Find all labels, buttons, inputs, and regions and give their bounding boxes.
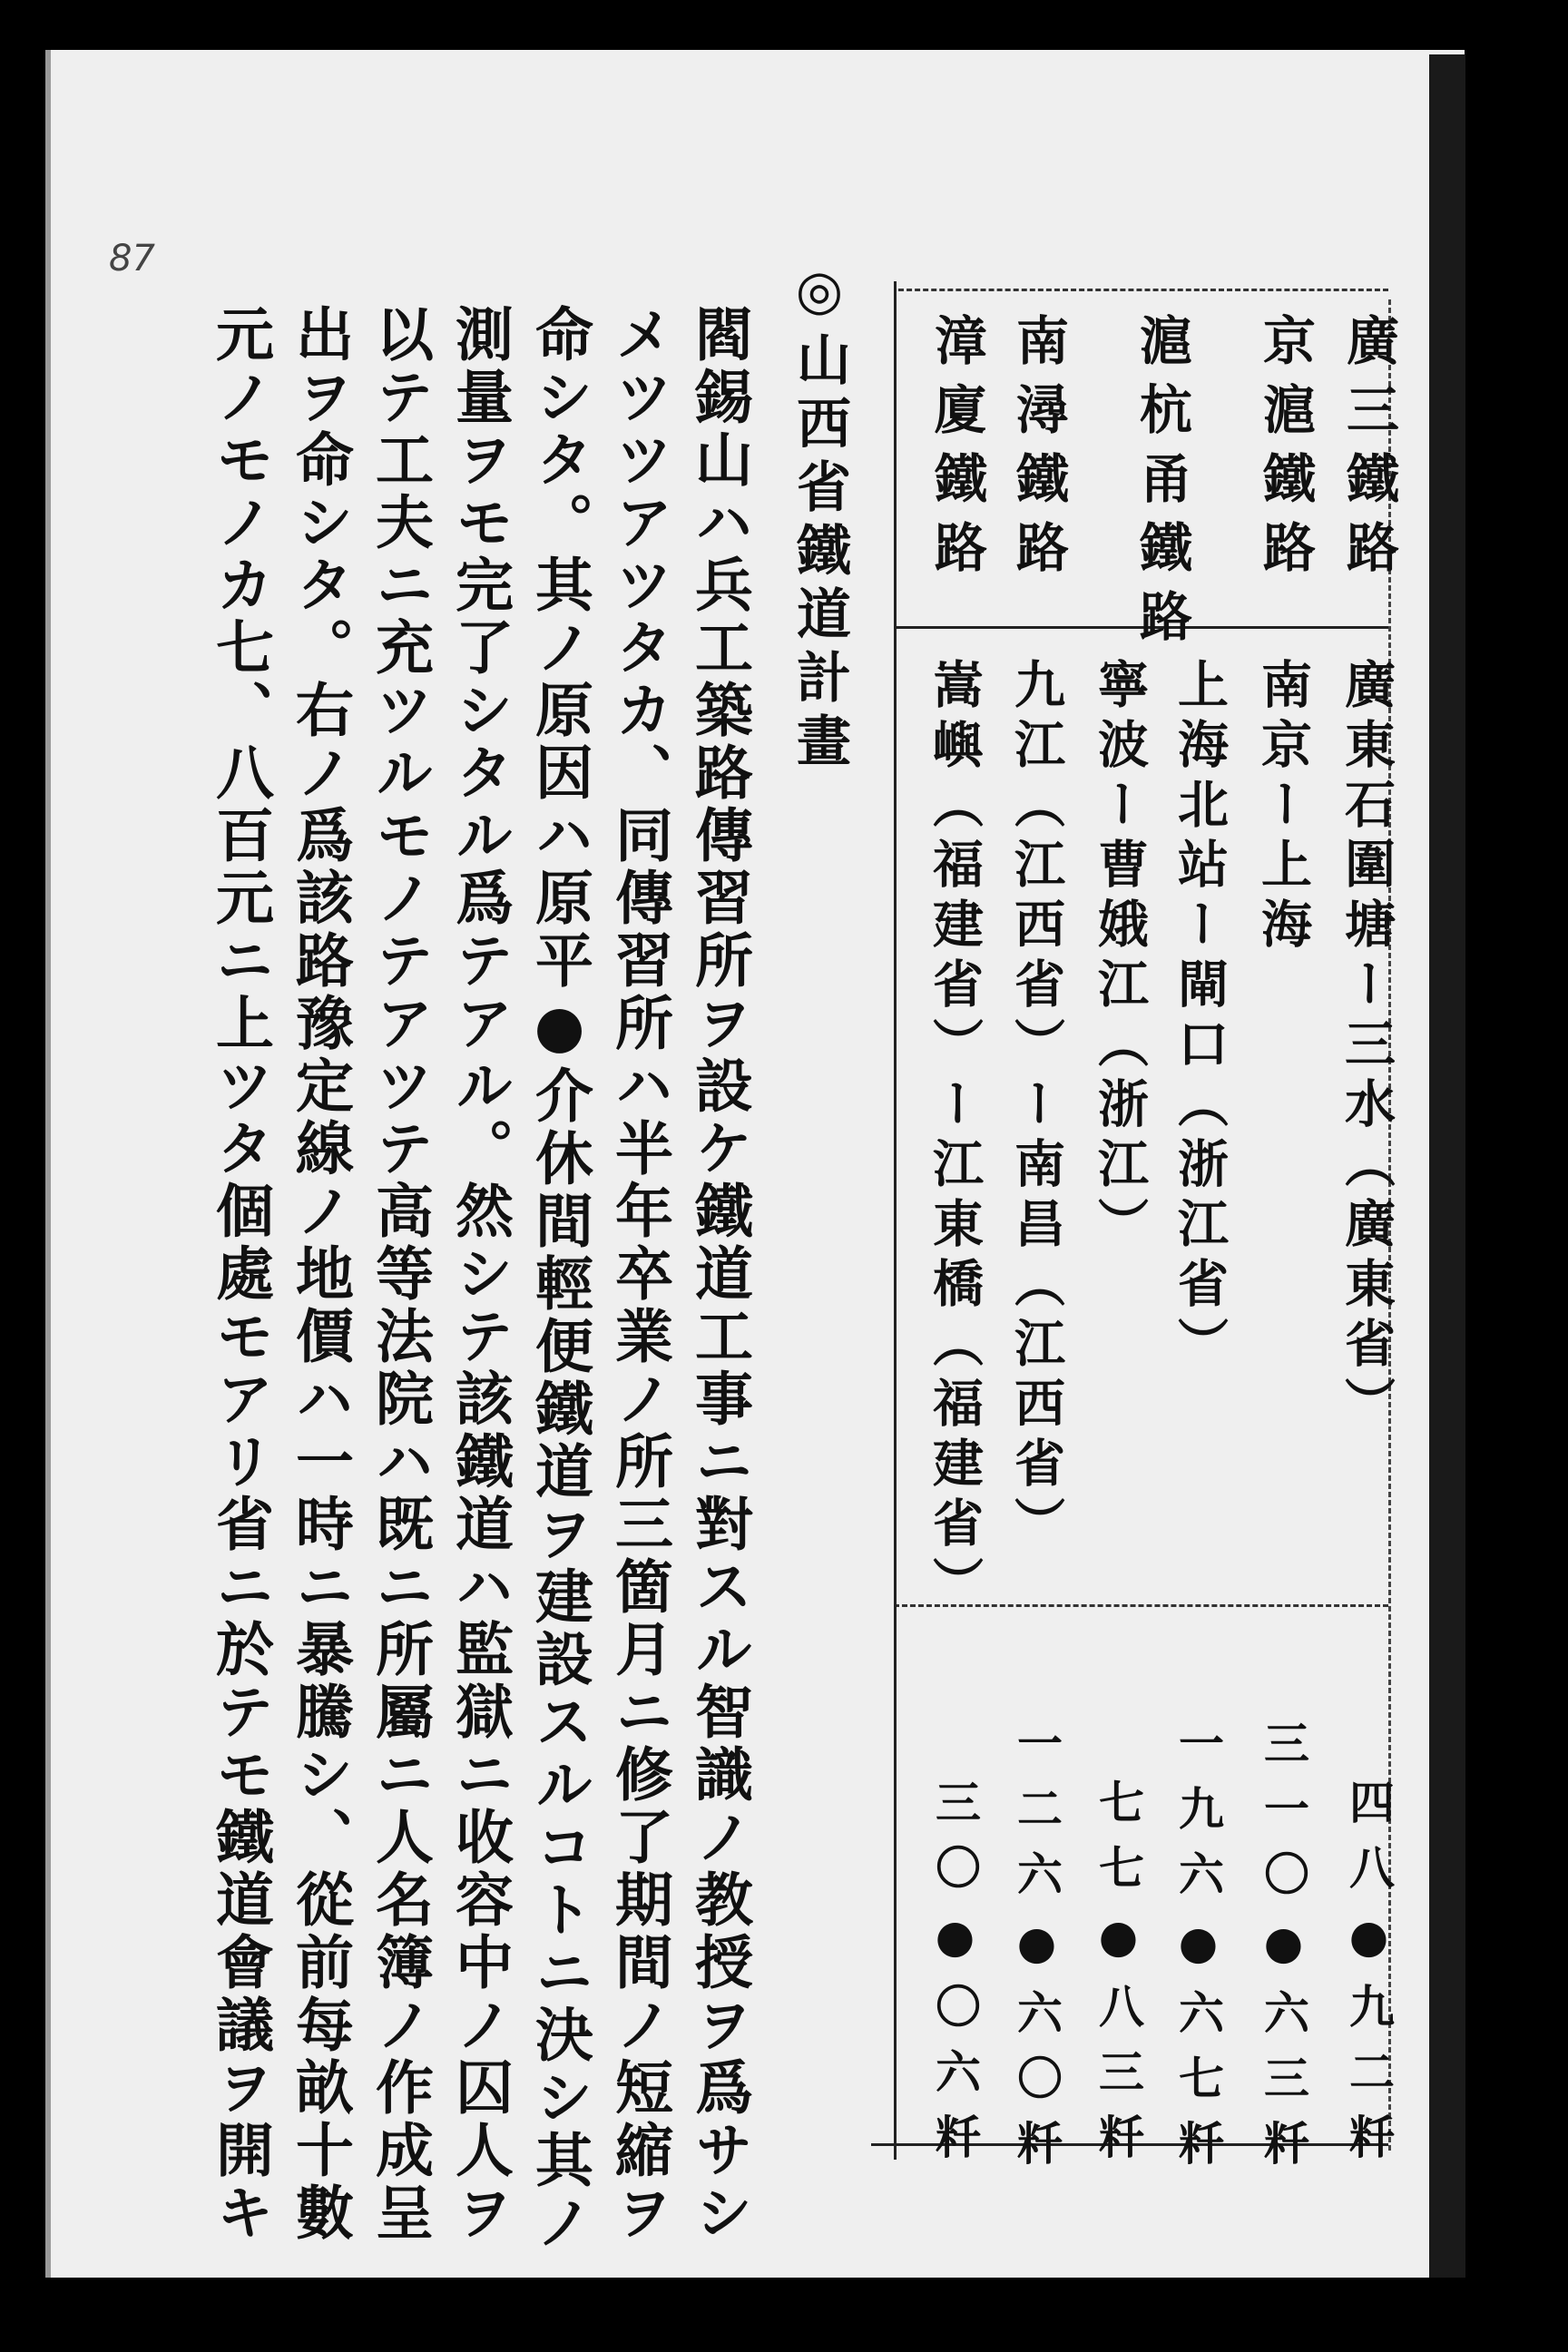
- railway-length: 四八●九二粁: [1342, 1779, 1396, 2179]
- article-heading: ◎山西省鐵道計畫: [788, 259, 851, 776]
- railway-name: 南潯鐵路: [1007, 313, 1069, 589]
- book-spine-edge: [1429, 54, 1465, 2278]
- article-line: 元ノモノカ七、八百元ニ上ツタ個處モアリ省ニ於テモ鐵道會議ヲ開キ: [206, 304, 274, 2245]
- table-left-border: [894, 281, 897, 2160]
- page-number: 87: [109, 238, 155, 279]
- table-top-rule: [898, 289, 1388, 291]
- article-line: 閻錫山ハ兵工築路傳習所ヲ設ケ鐵道工事ニ對スル智識ノ教授ヲ爲サシ: [685, 304, 753, 2245]
- railway-route: 南京ー上海: [1253, 658, 1313, 957]
- railway-route: 嵩嶼（福建省）ー江東橋（福建省）: [925, 658, 985, 1616]
- railway-route: 廣東石圍塘ー三水（廣東省）: [1337, 658, 1396, 1436]
- railway-route: 九江（江西省）ー南昌（江西省）: [1006, 658, 1066, 1556]
- article-line: 命シタ。其ノ原因ハ原平●介休間輕便鐵道ヲ建設スルコトニ決シ其ノ: [525, 304, 593, 2255]
- railway-name: 滬杭甬鐵路: [1131, 313, 1192, 658]
- railway-length: 三一〇●六三粁: [1257, 1720, 1310, 2185]
- railway-length: 一二六●六〇粁: [1010, 1720, 1063, 2185]
- article-line: メツツアツタカ、同傳習所ハ半年卒業ノ所三箇月ニ修了期間ノ短縮ヲ: [605, 304, 673, 2245]
- railway-length: 一九六●六七粁: [1171, 1720, 1225, 2185]
- article-line: 出ヲ命シタ。右ノ爲該路豫定線ノ地價ハ一時ニ暴騰シ、從前每畝十數: [286, 304, 354, 2245]
- railway-name: 漳廈鐵路: [926, 313, 987, 589]
- railway-route: 上海北站ー閘口（浙江省）: [1170, 658, 1230, 1377]
- railway-name: 京滬鐵路: [1254, 313, 1316, 589]
- railway-length: 三〇●〇六粁: [928, 1779, 982, 2179]
- railway-length: 七七●八三粁: [1092, 1779, 1145, 2179]
- article-line: 以テ工夫ニ充ツルモノテアツテ高等法院ハ既ニ所屬ニ人名簿ノ作成呈: [366, 304, 434, 2245]
- article-line: 測量ヲモ完了シタル爲テアル。然シテ該鐵道ハ監獄ニ收容中ノ囚人ヲ: [446, 304, 514, 2245]
- railway-name: 廣三鐵路: [1338, 313, 1399, 589]
- railway-route: 寧波ー曹娥江（浙江）: [1090, 658, 1150, 1257]
